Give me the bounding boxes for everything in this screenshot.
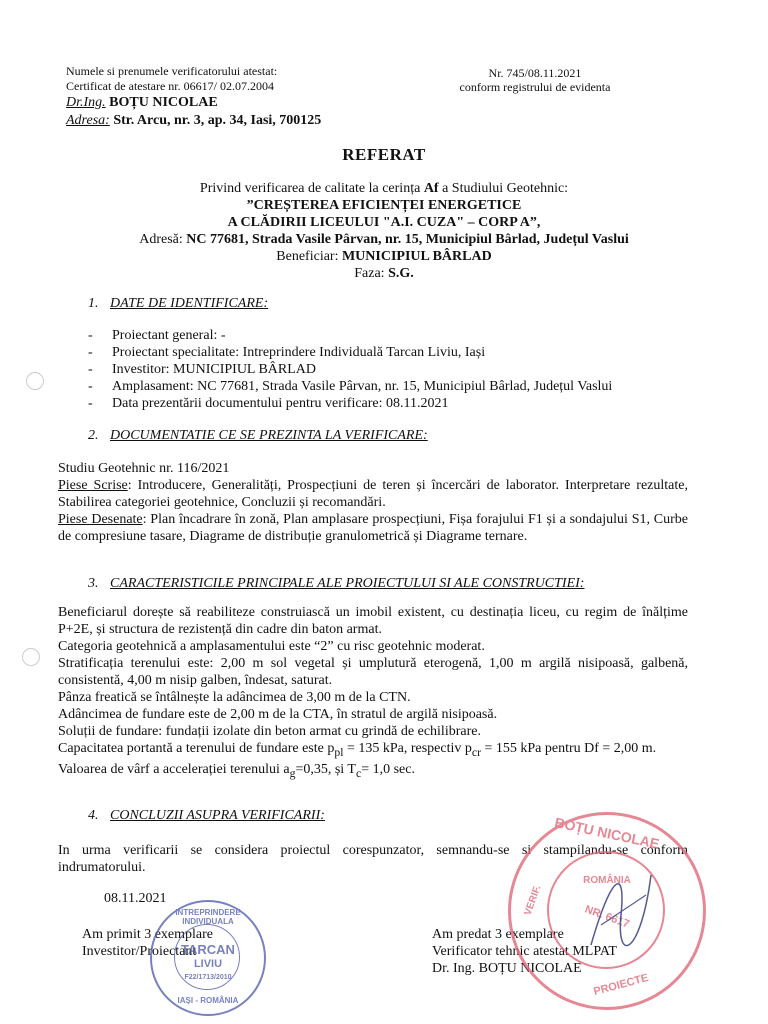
stamp-bottom: IAȘI - ROMÂNIA [177, 996, 239, 1005]
stamp-ring-text: INTREPRINDERE INDIVIDUALA [175, 908, 241, 926]
verifier-address: Str. Arcu, nr. 3, ap. 34, Iasi, 700125 [113, 113, 322, 128]
delivered-copies: Am predat 3 exemplare [432, 927, 564, 942]
drawn-text: : Plan încadrare în zonă, Plan amplasare prospecțiuni, Fișa forajului F1 și a sondajului S1, Curbe de compresiune tasare, Diagrame de distribuție granulometrică și Diagrame ternare. [58, 512, 688, 544]
accel-text-3: = 1,0 sec. [361, 761, 415, 777]
document-title: REFERAT [342, 145, 426, 164]
verifier-stamp [508, 812, 706, 1010]
char-p1: Beneficiarul dorește să reabiliteze construiască un imobil existent, cu destinația liceu, cu regim de înălțime P+2E, și structura de rezistență din cadre din baton armat. [58, 605, 688, 637]
drawn-label: Piese Desenate [58, 512, 143, 527]
verifier-role: Verificator tehnic atestat MLPAT [432, 944, 617, 959]
intro-text-end: a Studiului Geotehnic: [442, 181, 569, 196]
project-title-2: A CLĂDIRII LICEULUI "A.I. CUZA" – CORP A”, [227, 215, 541, 230]
section-1-heading [88, 296, 268, 312]
signature-scribble [581, 855, 661, 965]
char-p2: Categoria geotehnică a amplasamentului este “2” cu risc geotehnic moderat. [58, 639, 485, 654]
section-title: CONCLUZII ASUPRA VERIFICARII [110, 808, 321, 823]
beneficiary-name: MUNICIPIUL BÂRLAD [341, 249, 492, 264]
section-title: DOCUMENTATIE CE SE PREZINTA LA VERIFICARE: [110, 428, 428, 443]
sub-cr: cr [471, 745, 481, 759]
section-number: 4. [88, 808, 99, 823]
stamp-ring-bottom: PROIECTE [592, 971, 650, 999]
intro-address-label: Adresă: [139, 232, 183, 247]
char-p8 [58, 761, 688, 782]
intro-address: NC 77681, Strada Vasile Pârvan, nr. 15, Municipiul Bârlad, Județul Vaslui [186, 232, 629, 247]
intro-address-line [60, 231, 708, 248]
verifier-name-line [66, 94, 321, 112]
stamp-reg: F22/1713/2010 [184, 974, 232, 981]
intro-text: Privind verificarea de calitate la cerința [199, 181, 421, 196]
written-text: : Introducere, Generalități, Prospecțiuni de teren și încercări de laborator. Interpretare rezultate, Stabilirea categoriei geotehnice, Concluzii și recomandări. [58, 478, 688, 510]
registry-note: conform registrului de evidenta [459, 80, 611, 94]
list-item: - Proiectant specialitate: Intreprindere Individuală Tarcan Liviu, Iași [88, 344, 708, 361]
address-label: Adresa: [66, 113, 110, 128]
punch-hole [22, 648, 40, 666]
requirement-code: Af [423, 181, 439, 196]
identification-list [88, 327, 708, 412]
written-label: Piese Scrise [58, 478, 128, 493]
received-copies: Am primit 3 exemplare [82, 927, 214, 942]
certificate-line: Certificat de atestare nr. 06617/ 02.07.2004 [66, 79, 274, 93]
list-item: - Proiectant general: - [88, 327, 708, 344]
documentation-block [58, 460, 688, 545]
phase-label: Faza: [354, 266, 385, 281]
section-4-heading [88, 808, 325, 824]
char-p7 [58, 740, 688, 761]
sub-pl: pl [334, 745, 344, 759]
drawn-pieces [58, 511, 688, 545]
section-title: DATE DE IDENTIFICARE [110, 296, 264, 311]
accel-text: Valoarea de vârf a accelerației terenului a [58, 761, 290, 777]
section-title: CARACTERISTICILE PRINCIPALE ALE PROIECTULUI SI ALE CONSTRUCTIEI: [110, 576, 585, 591]
registry-header [450, 66, 620, 94]
verifier-title: Dr.Ing. [66, 95, 106, 110]
registry-number: Nr. 745/08.11.2021 [488, 66, 582, 80]
capacity-text-2: = 135 kPa, respectiv p [343, 741, 472, 756]
beneficiary-line [60, 248, 708, 265]
list-item: - Amplasament: NC 77681, Strada Vasile Pârvan, nr. 15, Municipiul Bârlad, Județul Vaslui [88, 378, 708, 395]
char-p4: Pânza freatică se întâlnește la adâncimea de 3,00 m de la CTN. [58, 690, 411, 705]
study-reference: Studiu Geotehnic nr. 116/2021 [58, 461, 230, 476]
char-p6: Soluții de fundare: fundații izolate din beton armat cu grindă de echilibrare. [58, 724, 481, 739]
written-pieces [58, 477, 688, 511]
list-item: - Investitor: MUNICIPIUL BÂRLAD [88, 361, 708, 378]
stamp-ring-left: VERIF. [522, 883, 544, 918]
section-3-heading [88, 576, 584, 592]
phase-value: S.G. [388, 266, 414, 281]
beneficiary-label: Beneficiar: [276, 249, 339, 264]
section-suffix: : [320, 808, 325, 823]
stamp-ring-top: BOȚU NICOLAE [553, 814, 661, 852]
project-title-1: ”CREȘTEREA EFICIENȚEI ENERGETICE [246, 198, 522, 213]
capacity-text-3: = 155 kPa pentru Df = 2,00 m. [480, 741, 657, 756]
section-number: 3. [88, 576, 99, 591]
stamp-center-1: ROMÂNIA [583, 875, 631, 886]
stamp-center-1: TARCAN [181, 942, 235, 957]
section-2-heading [88, 428, 428, 444]
sub-g: g [289, 766, 296, 780]
signing-date: 08.11.2021 [104, 891, 167, 906]
punch-hole [26, 372, 44, 390]
verifier-signature-name: Dr. Ing. BOȚU NICOLAE [432, 961, 582, 976]
section-suffix: : [263, 296, 269, 311]
section-number: 1. [88, 296, 99, 311]
list-item: - Data prezentării documentului pentru verificare: 08.11.2021 [88, 395, 708, 412]
char-p5: Adâncimea de fundare este de 2,00 m de la CTA, în stratul de argilă nisipoasă. [58, 707, 498, 722]
sub-c: c [356, 766, 362, 780]
intro-block [60, 180, 708, 282]
verifier-name: BOȚU NICOLAE [109, 95, 218, 110]
verifier-header [66, 64, 321, 130]
verifier-address-line [66, 112, 321, 130]
stamp-center-2: NR. 6617 [583, 903, 631, 931]
characteristics-block [58, 604, 688, 782]
stamp-center-2: LIVIU [193, 958, 223, 970]
section-number: 2. [88, 428, 99, 443]
intro-line [60, 180, 708, 197]
phase-line [60, 265, 708, 282]
verifier-label: Numele si prenumele verificatorului atestat: [66, 64, 278, 78]
capacity-text: Capacitatea portantă a terenului de fundare este p [58, 741, 335, 756]
company-stamp [150, 900, 266, 1016]
received-by: Investitor/Proiectant [82, 944, 197, 959]
char-p3: Stratificația terenului este: 2,00 m sol vegetal și umplutură eterogenă, 1,00 m argilă nisipoasă, galbenă, consistentă, 4,00 m nisip galben, îndesat, saturat. [58, 656, 688, 688]
conclusion-text: In urma verificarii se considera proiectul corespunzator, semnandu-se si stampilandu-se conform indrumatorului. [58, 843, 688, 875]
accel-text-2: =0,35, și T [295, 761, 356, 777]
